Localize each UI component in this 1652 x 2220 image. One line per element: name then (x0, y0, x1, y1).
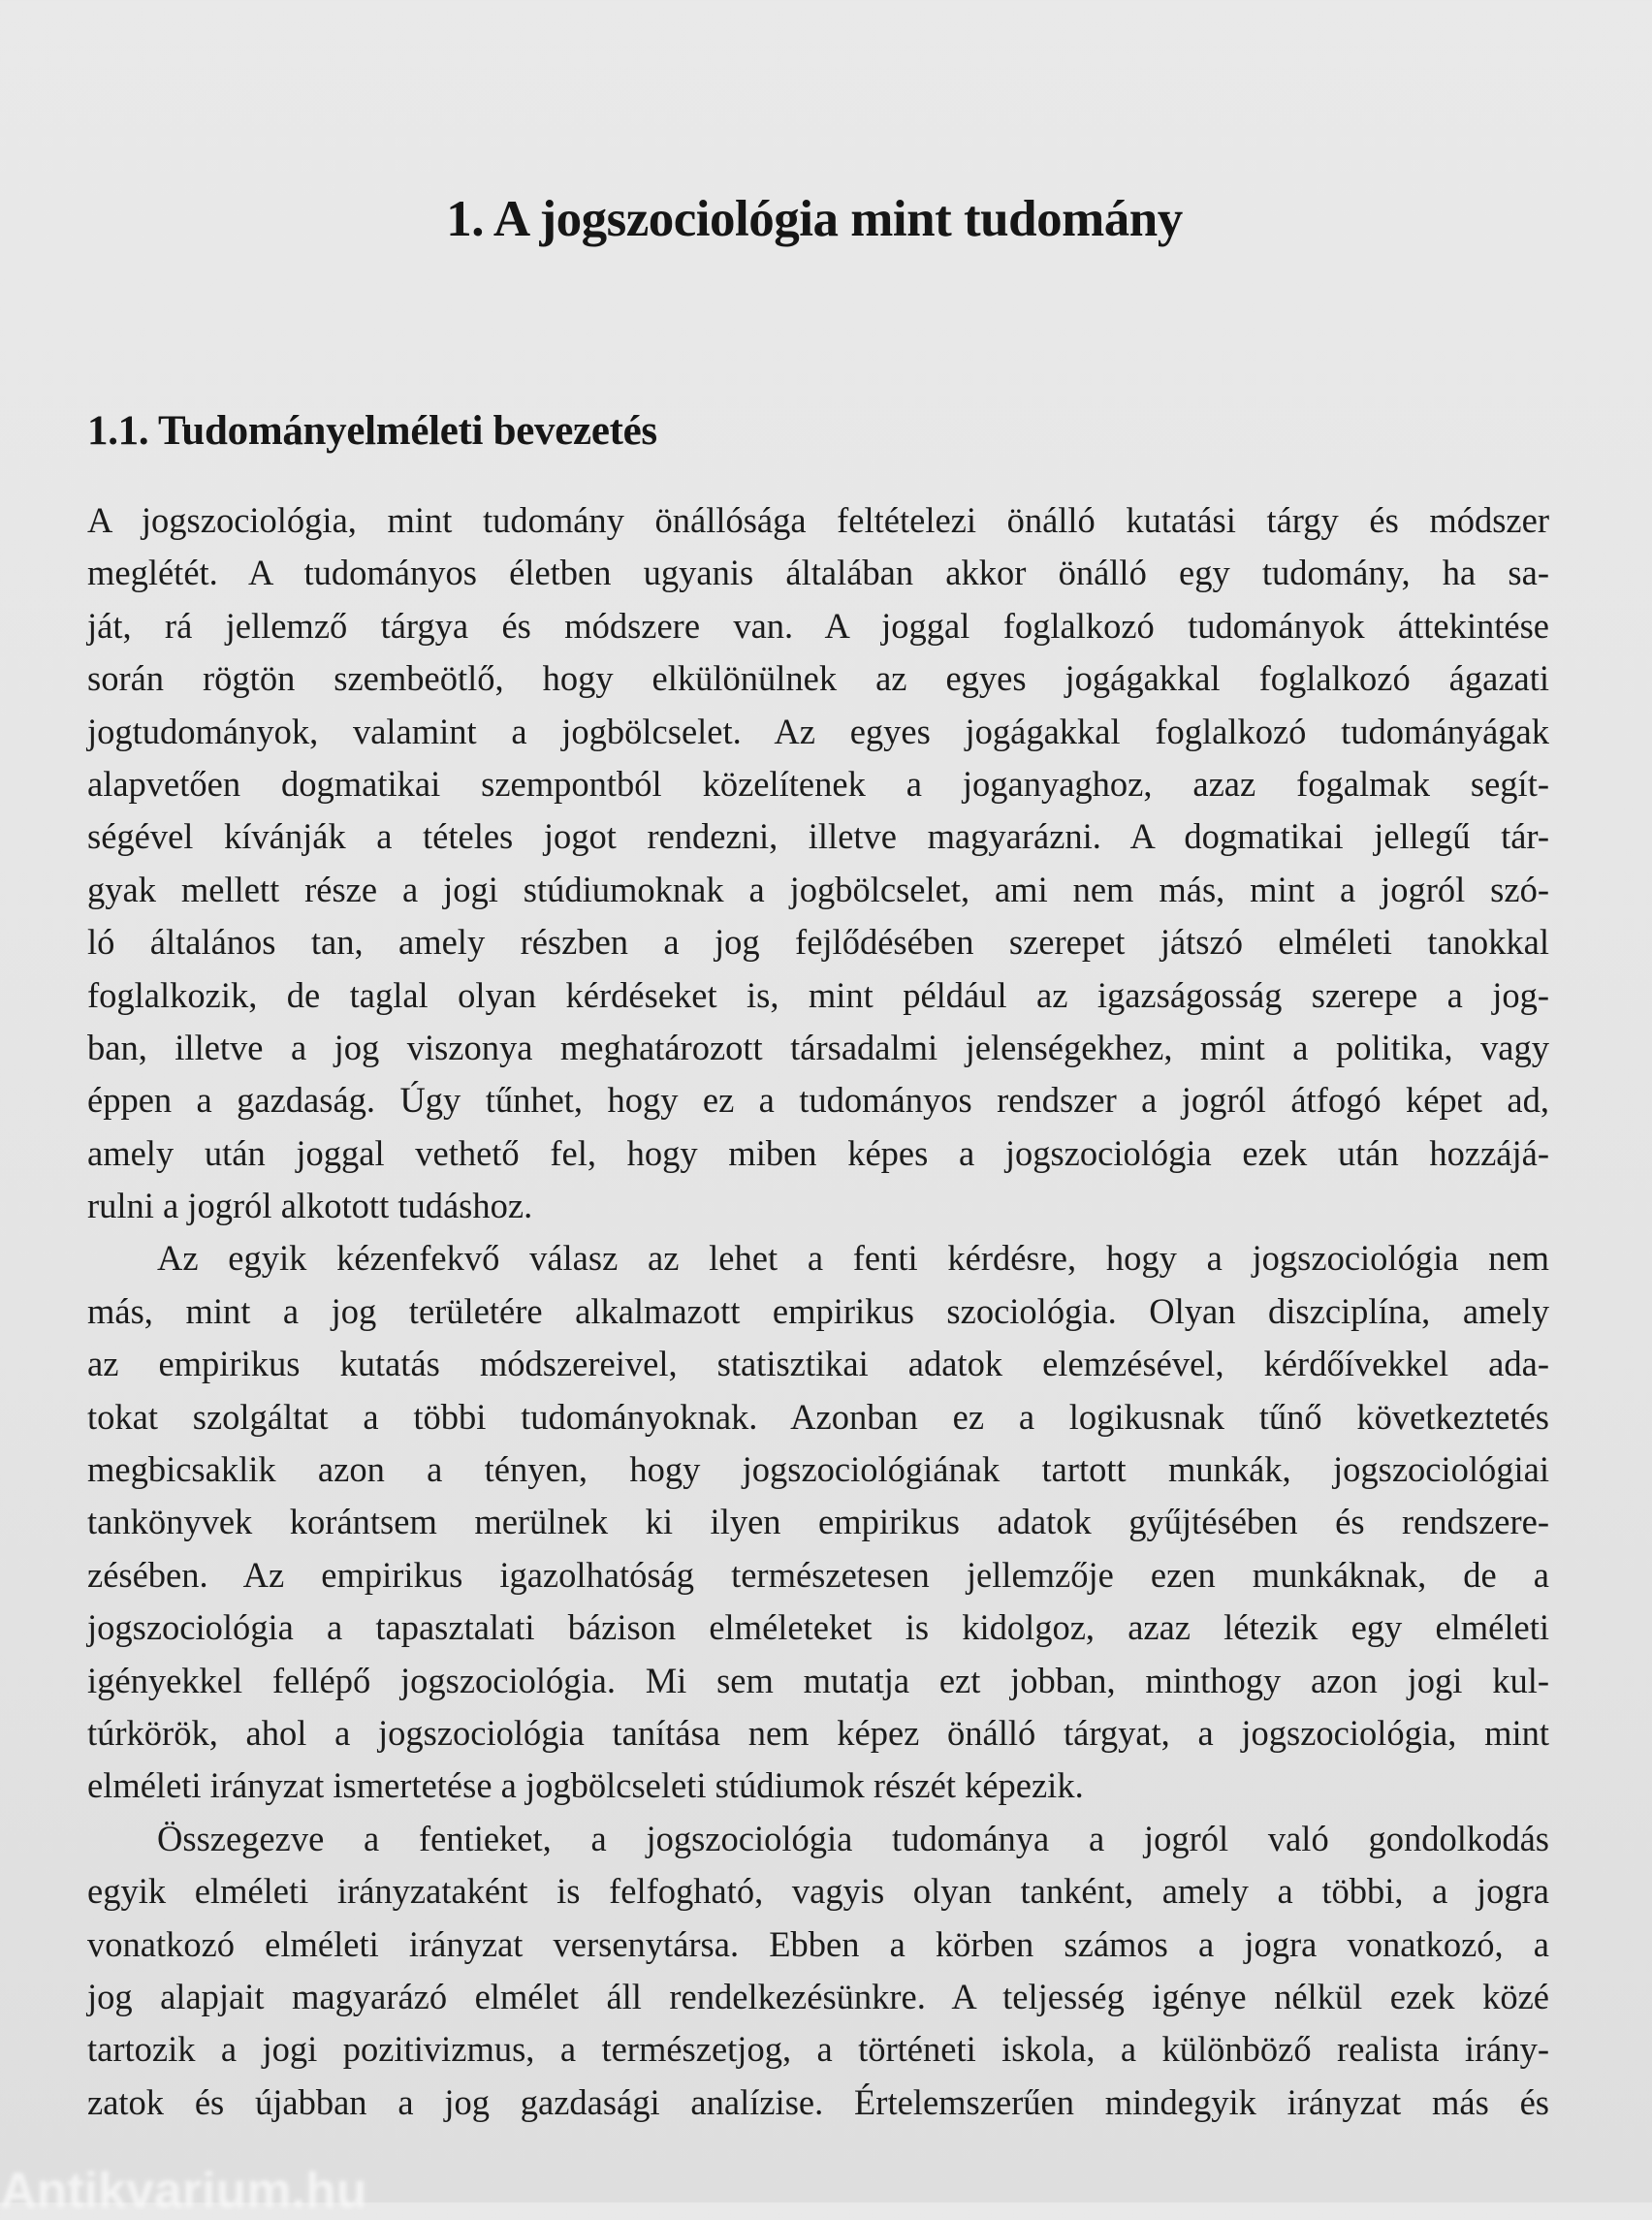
text-line: amely után joggal vethető fel, hogy miben képes a jogszociológia ezek után hozzájá- (87, 1132, 1549, 1173)
text-line: Az egyik kézenfekvő válasz az lehet a fenti kérdésre, hogy a jogszociológia nem (157, 1238, 1549, 1279)
text-line: jogtudományok, valamint a jogbölcselet. Az egyes jogágakkal foglalkozó tudományágak (87, 711, 1549, 751)
paragraph (87, 1813, 1549, 2129)
paragraph (87, 494, 1549, 1232)
text-line: megbicsaklik azon a tényen, hogy jogszociológiának tartott munkák, jogszociológiai (87, 1449, 1549, 1490)
text-line: Összegezve a fentieket, a jogszociológia tudománya a jogról való gondolkodás (157, 1818, 1549, 1858)
section-heading: 1.1. Tudományelméleti bevezetés (87, 408, 657, 454)
paragraph (87, 1232, 1549, 1812)
text-line: A jogszociológia, mint tudomány önállósága feltételezi önálló kutatási tárgy és módszer (87, 500, 1549, 540)
text-line: tokat szolgáltat a többi tudományoknak. Azonban ez a logikusnak tűnő következtetés (87, 1396, 1549, 1437)
text-line: alapvetően dogmatikai szempontból közelítenek a joganyaghoz, azaz fogalmak segít- (87, 763, 1549, 804)
text-line: ját, rá jellemző tárgya és módszere van. A joggal foglalkozó tudományok áttekintése (87, 605, 1549, 646)
body-text (87, 494, 1549, 2129)
text-line: során rögtön szembeötlő, hogy elkülönülnek az egyes jogágakkal foglalkozó ágazati (87, 658, 1549, 699)
text-line: túrkörök, ahol a jogszociológia tanítása nem képez önálló tárgyat, a jogszociológia, mint (87, 1712, 1549, 1753)
text-line: jog alapjait magyarázó elmélet áll rendelkezésünkre. A teljesség igénye nélkül ezek közé (87, 1976, 1549, 2016)
text-line: foglalkozik, de taglal olyan kérdéseket is, mint például az igazságosság szerepe a jog- (87, 974, 1549, 1015)
text-line: vonatkozó elméleti irányzat versenytársa. Ebben a körben számos a jogra vonatkozó, a (87, 1923, 1549, 1964)
text-line: zatok és újabban a jog gazdasági analízise. Értelemszerűen mindegyik irányzat más és (87, 2081, 1549, 2122)
text-line: ló általános tan, amely részben a jog fejlődésében szerepet játszó elméleti tanokkal (87, 922, 1549, 963)
text-line: zésében. Az empirikus igazolhatóság természetesen jellemzője ezen munkáknak, de a (87, 1554, 1549, 1595)
text-line: elméleti irányzat ismertetése a jogbölcseleti stúdiumok részét képezik. (87, 1765, 1084, 1806)
text-line: egyik elméleti irányzataként is felfogható, vagyis olyan tanként, amely a többi, a jogra (87, 1871, 1549, 1912)
text-line: gyak mellett része a jogi stúdiumoknak a jogbölcselet, ami nem más, mint a jogról szó- (87, 869, 1549, 909)
text-line: jogszociológia a tapasztalati bázison elméleteket is kidolgoz, azaz létezik egy elméleti (87, 1607, 1549, 1648)
text-line: az empirikus kutatás módszereivel, statisztikai adatok elemzésével, kérdőívekkel ada- (87, 1344, 1549, 1384)
chapter-title: 1. A jogszociológia mint tudomány (446, 191, 1183, 247)
watermark: Antikvarium.hu (0, 2163, 367, 2219)
text-line: igényekkel fellépő jogszociológia. Mi sem mutatja ezt jobban, minthogy azon jogi kul- (87, 1660, 1549, 1700)
text-line: tartozik a jogi pozitivizmus, a természetjog, a történeti iskola, a különböző realista irány- (87, 2029, 1549, 2070)
text-line: más, mint a jog területére alkalmazott empirikus szociológia. Olyan diszciplína, amely (87, 1290, 1549, 1331)
text-line: ban, illetve a jog viszonya meghatározott társadalmi jelenségekhez, mint a politika, vagy (87, 1027, 1549, 1067)
text-line: éppen a gazdaság. Úgy tűnhet, hogy ez a tudományos rendszer a jogról átfogó képet ad, (87, 1080, 1549, 1121)
text-line: rulni a jogról alkotott tudáshoz. (87, 1186, 533, 1226)
text-line: meglétét. A tudományos életben ugyanis általában akkor önálló egy tudomány, ha sa- (87, 553, 1549, 593)
text-line: tankönyvek korántsem merülnek ki ilyen empirikus adatok gyűjtésében és rendszere- (87, 1502, 1549, 1542)
text-line: ségével kívánják a tételes jogot rendezni, illetve magyarázni. A dogmatikai jellegű tár- (87, 816, 1549, 857)
